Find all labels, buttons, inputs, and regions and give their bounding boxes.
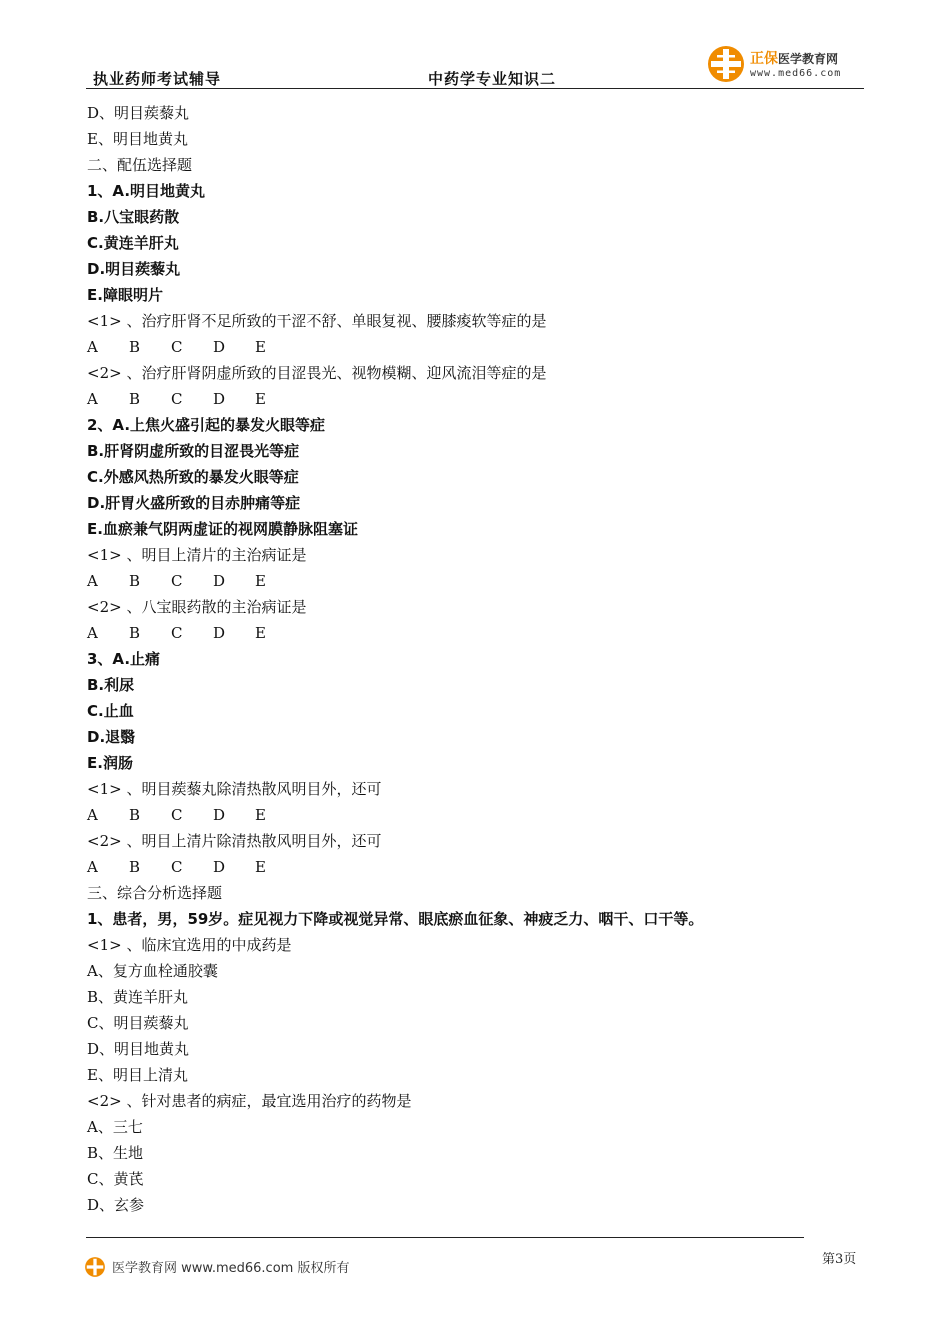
text-line: <2> 、八宝眼药散的主治病证是 — [87, 598, 307, 616]
answer-option: E — [255, 390, 266, 408]
text-line: <1> 、治疗肝肾不足所致的干涩不舒、单眼复视、腰膝痠软等症的是 — [87, 312, 547, 330]
answer-options — [87, 568, 867, 594]
document-body — [87, 100, 867, 1218]
text-line: E、明目地黄丸 — [87, 130, 188, 148]
answer-option: B — [129, 390, 141, 408]
question-stem-line: E.润肠 — [87, 754, 133, 772]
text-line: <2> 、针对患者的病症，最宜选用治疗的药物是 — [87, 1092, 412, 1110]
cross-logo-icon — [706, 44, 746, 84]
answer-option: B — [129, 806, 141, 824]
answer-option: A — [87, 806, 98, 824]
logo-url: www.med66.com — [750, 68, 842, 79]
text-line: B、黄连羊肝丸 — [87, 988, 189, 1006]
answer-option: D — [213, 624, 226, 642]
answer-option: C — [171, 624, 183, 642]
text-line: B、生地 — [87, 1144, 144, 1162]
question-stem-line: B.利尿 — [87, 676, 135, 694]
text-line: C、明目蒺藜丸 — [87, 1014, 189, 1032]
text-line: <2> 、明目上清片除清热散风明目外，还可 — [87, 832, 382, 850]
answer-option: A — [87, 390, 98, 408]
question-stem-line: 2、A.上焦火盛引起的暴发火眼等症 — [87, 416, 326, 434]
question-stem-line: D.退翳 — [87, 728, 136, 746]
answer-option: E — [255, 572, 266, 590]
answer-option: D — [213, 806, 226, 824]
page-number: 第3页 — [822, 1252, 857, 1267]
text-line: 二、配伍选择题 — [87, 156, 193, 174]
answer-options — [87, 802, 867, 828]
answer-option: C — [171, 338, 183, 356]
question-stem-line: B.肝肾阴虚所致的目涩畏光等症 — [87, 442, 300, 460]
footer-rule — [86, 1237, 804, 1238]
answer-options — [87, 620, 867, 646]
text-line: 三、综合分析选择题 — [87, 884, 223, 902]
question-stem-line: E.障眼明片 — [87, 286, 163, 304]
text-line: A、三七 — [87, 1118, 143, 1136]
answer-option: E — [255, 858, 266, 876]
answer-option: A — [87, 624, 98, 642]
text-line: D、明目蒺藜丸 — [87, 104, 190, 122]
brand-logo — [706, 44, 866, 86]
answer-option: B — [129, 858, 141, 876]
answer-option: A — [87, 338, 98, 356]
answer-option: D — [213, 390, 226, 408]
answer-option: C — [171, 806, 183, 824]
logo-brand-text: 正保医学教育网 — [750, 51, 839, 67]
header-subject-title: 中药学专业知识二 — [428, 70, 557, 88]
question-stem-line: E.血瘀兼气阴两虚证的视网膜静脉阻塞证 — [87, 520, 358, 538]
answer-option: A — [87, 572, 98, 590]
question-stem-line: C.黄连羊肝丸 — [87, 234, 179, 252]
question-stem-line: C.止血 — [87, 702, 134, 720]
text-line: <1> 、明目蒺藜丸除清热散风明目外，还可 — [87, 780, 382, 798]
answer-option: E — [255, 338, 266, 356]
question-stem-line: 1、A.明目地黄丸 — [87, 182, 206, 200]
header-rule — [86, 88, 864, 89]
footer-cross-logo-icon — [84, 1256, 106, 1278]
answer-option: C — [171, 390, 183, 408]
header-exam-title: 执业药师考试辅导 — [93, 70, 222, 88]
question-stem-line: B.八宝眼药散 — [87, 208, 180, 226]
text-line: <2> 、治疗肝肾阴虚所致的目涩畏光、视物模糊、迎风流泪等症的是 — [87, 364, 547, 382]
text-line: <1> 、临床宜选用的中成药是 — [87, 936, 292, 954]
footer-copyright: 医学教育网 www.med66.com 版权所有 — [112, 1261, 350, 1276]
question-stem-line: 1、患者，男，59岁。症见视力下降或视觉异常、眼底瘀血征象、神疲乏力、咽干、口干等。 — [87, 910, 704, 928]
answer-options — [87, 334, 867, 360]
answer-option: D — [213, 572, 226, 590]
answer-option: B — [129, 572, 141, 590]
answer-option: D — [213, 858, 226, 876]
answer-option: E — [255, 624, 266, 642]
answer-options — [87, 854, 867, 880]
question-stem-line: C.外感风热所致的暴发火眼等症 — [87, 468, 299, 486]
text-line: D、明目地黄丸 — [87, 1040, 190, 1058]
answer-option: A — [87, 858, 98, 876]
question-stem-line: D.肝胃火盛所致的目赤肿痛等症 — [87, 494, 301, 512]
text-line: E、明目上清丸 — [87, 1066, 188, 1084]
answer-option: E — [255, 806, 266, 824]
text-line: D、玄参 — [87, 1196, 145, 1214]
answer-option: C — [171, 572, 183, 590]
question-stem-line: 3、A.止痛 — [87, 650, 161, 668]
answer-option: C — [171, 858, 183, 876]
answer-options — [87, 386, 867, 412]
question-stem-line: D.明目蒺藜丸 — [87, 260, 181, 278]
text-line: A、复方血栓通胶囊 — [87, 962, 218, 980]
answer-option: B — [129, 338, 141, 356]
answer-option: B — [129, 624, 141, 642]
text-line: C、黄芪 — [87, 1170, 144, 1188]
answer-option: D — [213, 338, 226, 356]
text-line: <1> 、明目上清片的主治病证是 — [87, 546, 307, 564]
footer-logo — [84, 1256, 106, 1282]
